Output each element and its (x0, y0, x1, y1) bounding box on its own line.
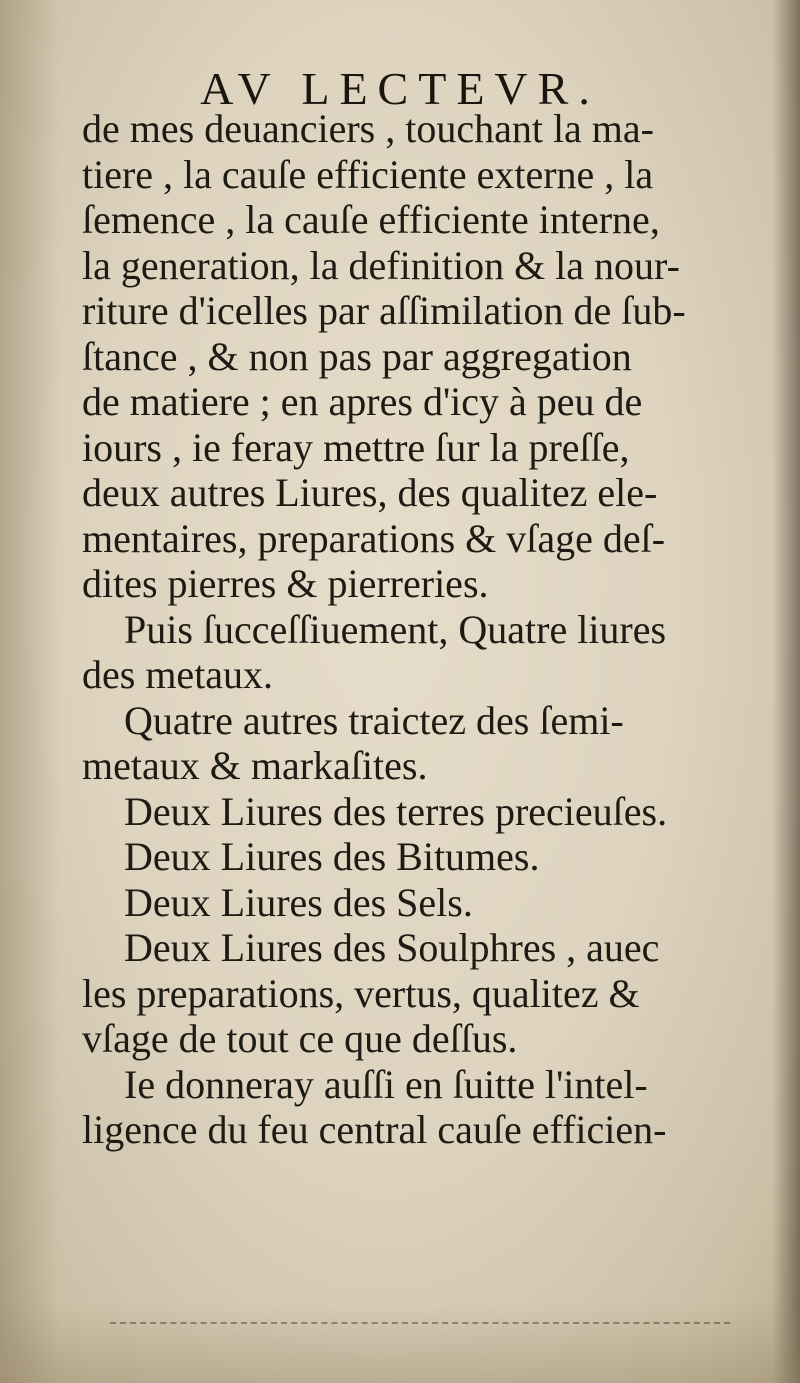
text-line: ligence du feu central cauſe efficien- (82, 1107, 667, 1152)
text-line: dites pierres & pierreries. (82, 561, 489, 606)
text-line: deux autres Liures, des qualitez ele- (82, 470, 658, 515)
text-line: les preparations, vertus, qualitez & (82, 970, 640, 1016)
text-line: Deux Liures des Bitumes. (124, 834, 540, 879)
text-line: tiere , la cauſe efficiente externe , la (82, 151, 654, 197)
text-line: Ie donneray auſſi en ſuitte l'intel- (124, 1061, 648, 1107)
body-text (82, 106, 762, 1153)
text-line: de matiere ; en apres d'icy à peu de (82, 379, 643, 424)
running-head: AV LECTEVR. (200, 63, 600, 114)
text-line: mentaires, preparations & vſage deſ- (82, 515, 666, 561)
page-edge-shadow-right (772, 0, 800, 1383)
bottom-rule (110, 1322, 730, 1326)
text-line: Deux Liures des terres precieuſes. (124, 788, 668, 834)
text-line: vſage de tout ce que deſſus. (82, 1016, 518, 1061)
text-line: Puis ſucceſſiuement, Quatre liures (124, 606, 667, 652)
text-line: Deux Liures des Sels. (124, 879, 473, 925)
text-line: ſemence , la cauſe efficiente interne, (82, 197, 660, 242)
text-line: des metaux. (82, 652, 274, 697)
text-line: riture d'icelles par aſſimilation de ſub- (82, 288, 686, 333)
text-line: iours , ie feray mettre ſur la preſſe, (82, 424, 630, 470)
page-edge-shadow-left (0, 0, 60, 1383)
text-line: Deux Liures des Soulphres , auec (124, 925, 660, 970)
text-line: de mes deuanciers , touchant la ma- (82, 106, 654, 151)
page-edge-shadow-bottom (0, 1303, 800, 1383)
text-line: ſtance , & non pas par aggregation (82, 333, 632, 379)
text-line: Quatre autres traictez des ſemi- (124, 697, 624, 743)
text-line: la generation, la definition & la nour- (82, 242, 680, 288)
text-line: metaux & markaſites. (82, 743, 428, 788)
